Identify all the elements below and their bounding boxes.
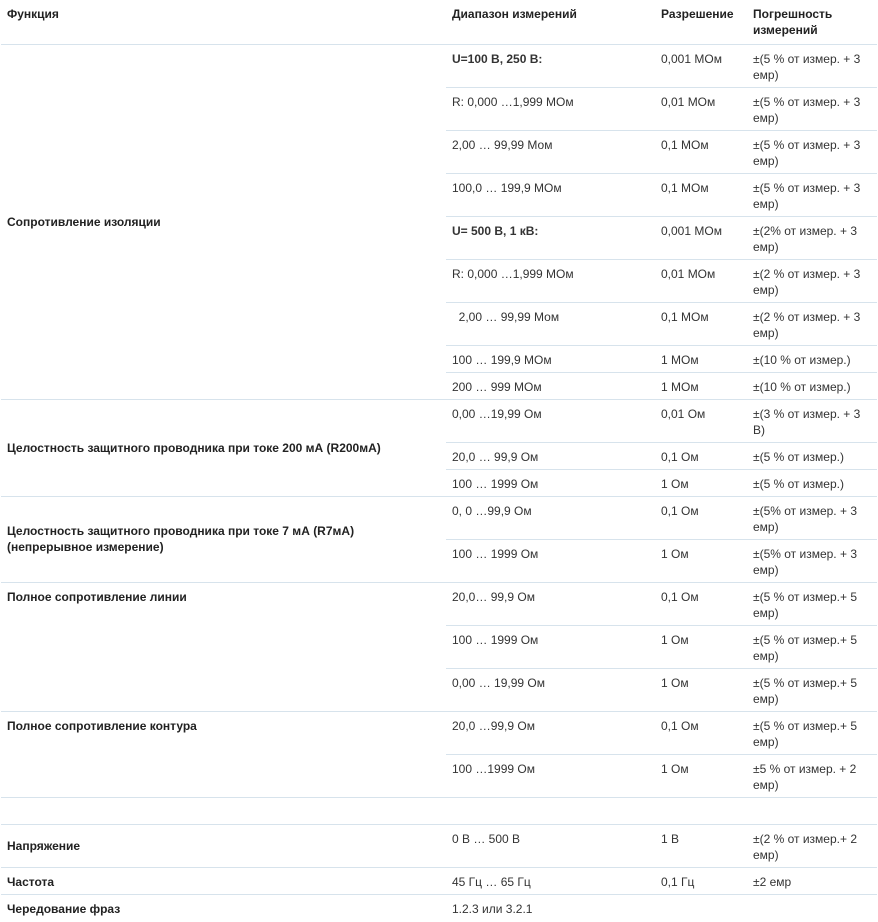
accuracy-cell xyxy=(747,894,877,921)
range-cell: 100,0 … 199,9 МОм xyxy=(446,173,655,216)
table-row xyxy=(1,894,877,921)
range-cell: 100 … 1999 Ом xyxy=(446,469,655,496)
header-accuracy: Погрешность измерений xyxy=(747,0,877,44)
accuracy-cell: ±(5 % от измер.+ 5 емр) xyxy=(747,582,877,625)
resolution-cell: 0,01 МОм xyxy=(655,87,747,130)
resolution-cell: 0,1 МОм xyxy=(655,130,747,173)
range-cell: R: 0,000 …1,999 МОм xyxy=(446,259,655,302)
range-cell: 100 …1999 Ом xyxy=(446,754,655,797)
resolution-cell: 1 МОм xyxy=(655,345,747,372)
range-cell: 200 … 999 МОм xyxy=(446,372,655,399)
table-row xyxy=(1,824,877,867)
accuracy-cell: ±(5 % от измер. + 3 емр) xyxy=(747,87,877,130)
range-cell: 0,00 … 19,99 Ом xyxy=(446,668,655,711)
table-row xyxy=(1,496,877,539)
accuracy-cell: ±(5% от измер. + 3 емр) xyxy=(747,539,877,582)
header-range: Диапазон измерений xyxy=(446,0,655,44)
function-cell: Частота xyxy=(1,867,446,894)
range-cell: 45 Гц … 65 Гц xyxy=(446,867,655,894)
accuracy-cell: ±(10 % от измер.) xyxy=(747,372,877,399)
resolution-cell: 0,1 МОм xyxy=(655,302,747,345)
accuracy-cell: ±(5% от измер. + 3 емр) xyxy=(747,496,877,539)
range-cell: U=100 В, 250 В: xyxy=(452,51,543,66)
accuracy-cell: ±(3 % от измер. + 3 В) xyxy=(747,399,877,442)
specs-table xyxy=(1,0,877,921)
accuracy-cell: ±(2 % от измер. + 3 емр) xyxy=(747,302,877,345)
accuracy-cell: ±(5 % от измер.) xyxy=(747,469,877,496)
accuracy-cell: ±(10 % от измер.) xyxy=(747,345,877,372)
range-cell: 100 … 199,9 МОм xyxy=(446,345,655,372)
function-cell: Полное сопротивление линии xyxy=(1,582,446,711)
table-row xyxy=(1,399,877,442)
table-row xyxy=(1,44,877,87)
accuracy-cell: ±2 емр xyxy=(747,867,877,894)
function-cell: Чередование фраз xyxy=(1,894,446,921)
resolution-cell: 0,001 МОм xyxy=(661,51,722,66)
range-cell: 20,0 …99,9 Ом xyxy=(446,711,655,754)
accuracy-cell: ±(2 % от измер. + 3 емр) xyxy=(747,259,877,302)
range-cell: U= 500 В, 1 кВ: xyxy=(446,216,655,259)
empty-cell xyxy=(446,797,655,824)
header-resolution: Разрешение xyxy=(655,0,747,44)
resolution-cell: 1 Ом xyxy=(655,625,747,668)
accuracy-cell: ±(5 % от измер.+ 5 емр) xyxy=(747,711,877,754)
resolution-cell: 0,1 Ом xyxy=(655,711,747,754)
accuracy-cell: ±(2% от измер. + 3 емр) xyxy=(747,216,877,259)
range-cell: 2,00 … 99,99 Мом xyxy=(446,302,655,345)
range-cell: R: 0,000 …1,999 МОм xyxy=(446,87,655,130)
accuracy-cell: ±5 % от измер. + 2 емр) xyxy=(747,754,877,797)
accuracy-cell: ±(5 % от измер.+ 5 емр) xyxy=(747,625,877,668)
resolution-cell: 1 Ом xyxy=(655,668,747,711)
range-cell: 0 В … 500 В xyxy=(446,824,655,867)
empty-cell xyxy=(1,797,446,824)
function-cell: Целостность защитного проводника при токе 200 мА (R200мА) xyxy=(1,399,446,496)
function-cell: Сопротивление изоляции xyxy=(7,214,161,229)
accuracy-cell: ±(2 % от измер.+ 2 емр) xyxy=(747,824,877,867)
range-cell: 100 … 1999 Ом xyxy=(446,625,655,668)
table-row xyxy=(1,711,877,754)
range-cell: 1.2.3 или 3.2.1 xyxy=(446,894,655,921)
table-row xyxy=(1,867,877,894)
resolution-cell: 0,1 Ом xyxy=(655,582,747,625)
resolution-cell: 0,1 МОм xyxy=(655,173,747,216)
resolution-cell: 1 В xyxy=(655,824,747,867)
resolution-cell: 1 Ом xyxy=(655,754,747,797)
range-cell: 20,0 … 99,9 Ом xyxy=(446,442,655,469)
resolution-cell: 0,001 МОм xyxy=(655,216,747,259)
function-cell: Целостность защитного проводника при токе 7 мА (R7мА) (непрерывное измерение) xyxy=(1,496,446,582)
resolution-cell: 0,1 Гц xyxy=(655,867,747,894)
range-cell: 0, 0 …99,9 Ом xyxy=(446,496,655,539)
accuracy-cell: ±(5 % от измер. + 3 емр) xyxy=(747,173,877,216)
table-row xyxy=(1,582,877,625)
resolution-cell: 0,1 Ом xyxy=(655,442,747,469)
accuracy-cell: ±(5 % от измер. + 3 емр) xyxy=(753,51,861,82)
empty-cell xyxy=(655,797,747,824)
accuracy-cell: ±(5 % от измер. + 3 емр) xyxy=(747,130,877,173)
empty-cell xyxy=(747,797,877,824)
function-cell: Напряжение xyxy=(1,824,446,867)
resolution-cell: 1 Ом xyxy=(655,469,747,496)
header-function: Функция xyxy=(1,0,446,44)
accuracy-cell: ±(5 % от измер.) xyxy=(747,442,877,469)
resolution-cell xyxy=(655,894,747,921)
resolution-cell: 1 МОм xyxy=(655,372,747,399)
resolution-cell: 0,01 МОм xyxy=(655,259,747,302)
range-cell: 0,00 …19,99 Ом xyxy=(446,399,655,442)
resolution-cell: 0,1 Ом xyxy=(655,496,747,539)
range-cell: 20,0… 99,9 Ом xyxy=(446,582,655,625)
header-row xyxy=(1,0,877,44)
function-cell: Полное сопротивление контура xyxy=(1,711,446,797)
resolution-cell: 1 Ом xyxy=(655,539,747,582)
accuracy-cell: ±(5 % от измер.+ 5 емр) xyxy=(747,668,877,711)
range-cell: 2,00 … 99,99 Мом xyxy=(446,130,655,173)
resolution-cell: 0,01 Ом xyxy=(655,399,747,442)
range-cell: 100 … 1999 Ом xyxy=(446,539,655,582)
empty-row xyxy=(1,797,877,824)
